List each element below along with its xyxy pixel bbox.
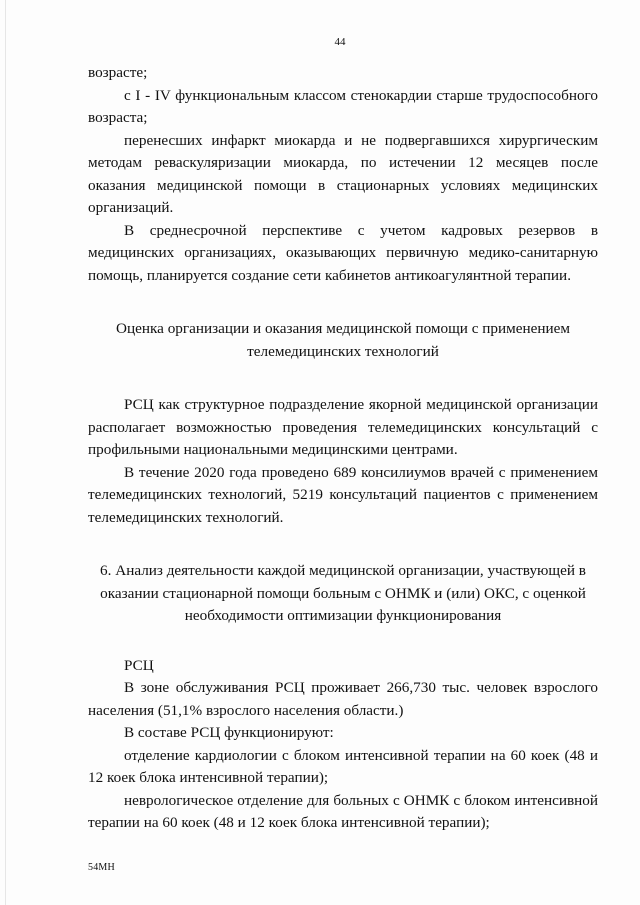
paragraph-2020-consultations: В течение 2020 года проведено 689 консилиумов врачей с применением телемедицинских технологий, 5219 консультаций пациентов с применением телемедицинских технологий. <box>88 463 598 526</box>
scan-edge-line <box>5 0 6 905</box>
paragraph-rsc-population: В зоне обслуживания РСЦ проживает 266,730 тыс. человек взрослого населения (51,1% взрослого населения области.) <box>88 679 598 719</box>
section-heading-analysis: 6. Анализ деятельности каждой медицинской организации, участвующей в оказании стационарной помощи больным с ОНМК и (или) ОКС, с оценкой необходимости оптимизации функционирования <box>100 562 586 624</box>
footer-document-code: 54МН <box>88 862 115 873</box>
section-heading-telemedicine: Оценка организации и оказания медицинской помощи с применением телемедицинских технологий <box>116 320 570 360</box>
paragraph-anticoagulant-plan: В среднесрочной перспективе с учетом кадровых резервов в медицинских организациях, оказывающих первичную медико-санитарную помощь, планируется создание сети кабинетов антикоагулянтной терапии. <box>88 221 598 284</box>
document-body <box>88 62 598 835</box>
paragraph-rsc-composition: В составе РСЦ функционируют: <box>124 724 334 741</box>
paragraph-angina-class: с I - IV функциональным классом стенокардии старше трудоспособного возраста; <box>88 86 598 126</box>
page-number: 44 <box>334 36 346 48</box>
paragraph-neurology-department: неврологическое отделение для больных с ОНМК с блоком интенсивной терапии на 60 коек (48 и 12 коек блока интенсивной терапии); <box>88 791 598 831</box>
paragraph-myocardial-infarction: перенесших инфаркт миокарда и не подвергавшихся хирургическим методам реваскуляризации миокарда, по истечении 12 месяцев после оказания медицинской помощи в стационарных условиях медицинских организаций. <box>88 131 598 216</box>
paragraph-cardiology-department: отделение кардиологии с блоком интенсивной терапии на 60 коек (48 и 12 коек блока интенсивной терапии); <box>88 746 598 786</box>
paragraph-rsc-telemedicine: РСЦ как структурное подразделение якорной медицинской организации располагает возможностью проведения телемедицинских консультаций с профильными национальными медицинскими центрами. <box>88 396 598 458</box>
paragraph-rsc-label: РСЦ <box>124 656 154 674</box>
paragraph-age-continuation: возрасте; <box>88 64 148 81</box>
